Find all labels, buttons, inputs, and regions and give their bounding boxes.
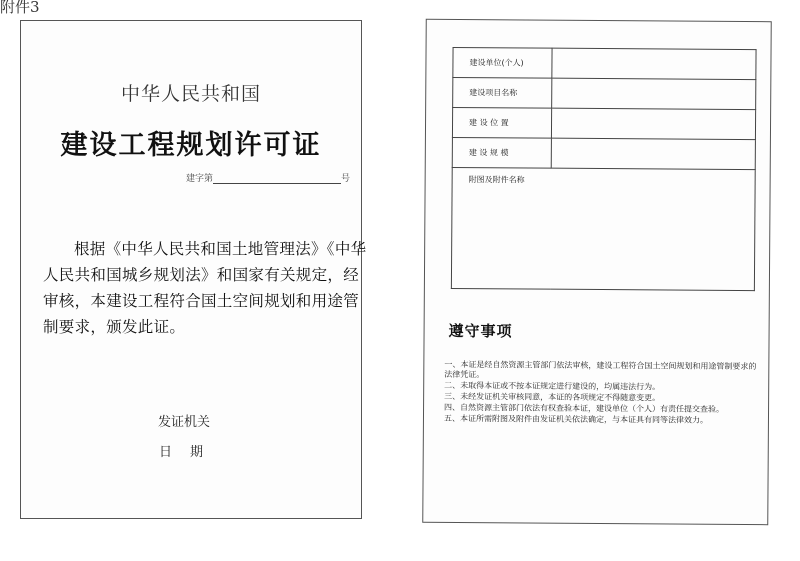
table-row-attachments	[451, 167, 755, 290]
row-value-developer	[552, 48, 756, 79]
row-value-project-name	[552, 78, 756, 109]
row-value-location	[551, 108, 755, 139]
country-name: 中华人民共和国	[120, 83, 261, 105]
cert-no-prefix: 建字第	[186, 174, 214, 184]
certificate-body-text: 根据《中华人民共和国土地管理法》《中华人民共和国城乡规划法》和国家有关规定，经审核，本建设工程符合国土空间规划和用途管制要求，颁发此证。	[43, 240, 367, 336]
table-row	[453, 47, 756, 79]
row-label-location: 建 设 位 置	[452, 107, 551, 138]
certificate-number	[186, 171, 350, 184]
notes-heading: 遵守事项	[448, 321, 513, 341]
table-row	[452, 137, 755, 169]
issuing-authority-label: 发证机关	[158, 415, 211, 430]
row-label-scale: 建 设 规 模	[452, 137, 551, 168]
note-item: 二、未取得本证或不按本证规定进行建设的，均属违法行为。	[444, 380, 661, 392]
table-row	[453, 77, 756, 109]
note-item: 一、本证是经自然资源主管部门依法审核，建设工程符合国土空间规划和用途管制要求的法律凭证。	[444, 359, 757, 380]
row-label-project-name: 建设项目名称	[453, 77, 552, 108]
note-item: 五、本证所需附图及附件由发证机关依法确定，与本证具有同等法律效力。	[443, 413, 708, 425]
cert-no-blank-line	[213, 175, 341, 184]
certificate-details-page	[422, 19, 772, 525]
attachment-label: 附件3	[0, 0, 40, 16]
row-label-developer: 建设单位(个人)	[453, 47, 552, 78]
note-item: 三、未经发证机关审核同意，本证的各项规定不得随意变更。	[444, 391, 661, 403]
cert-no-suffix: 号	[341, 174, 351, 184]
project-info-table	[451, 47, 757, 291]
issue-date-label: 日期	[159, 445, 222, 460]
certificate-title: 建设工程规划许可证	[60, 130, 322, 161]
row-value-scale	[551, 138, 755, 169]
note-item: 四、自然资源主管部门依法有权查验本证，建设单位（个人）有责任提交查验。	[444, 402, 725, 414]
table-row	[452, 107, 755, 139]
certificate-cover-page	[20, 20, 367, 519]
attachments-label: 附图及附件名称	[451, 167, 755, 290]
notes-list	[444, 360, 756, 427]
